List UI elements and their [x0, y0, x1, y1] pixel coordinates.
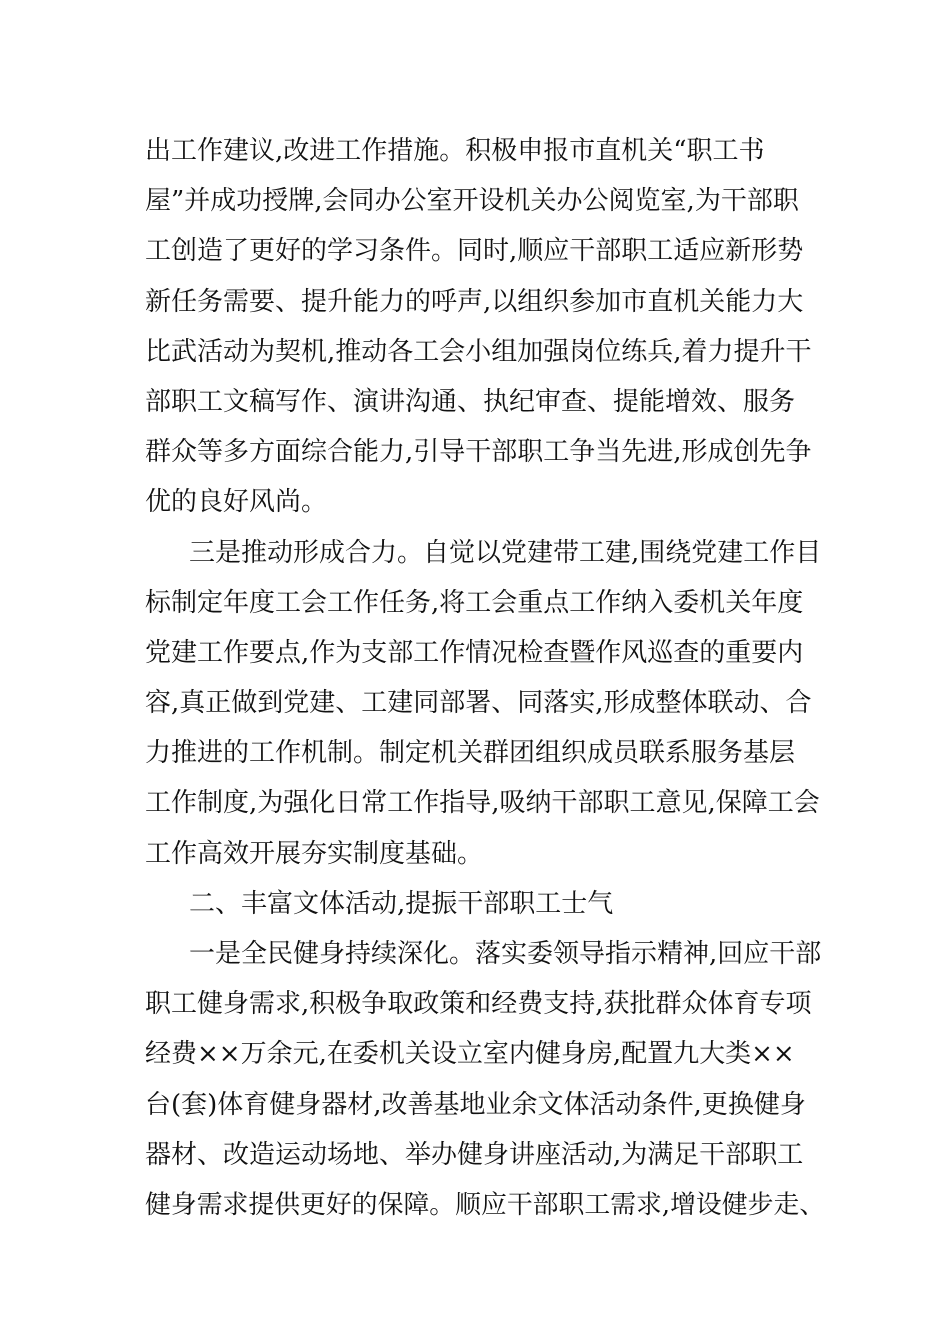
text-line: 器材、改造运动场地、举办健身讲座活动,为满足干部职工	[145, 1139, 804, 1170]
text-line: 优的良好风尚。	[145, 487, 328, 518]
paragraph-first-line: 一是全民健身持续深化。落实委领导指示精神,回应干部	[189, 939, 822, 969]
text-line: 台(套)体育健身器材,改善基地业余文体活动条件,更换健身	[145, 1089, 806, 1120]
text-line: 职工健身需求,积极争取政策和经费支持,获批群众体育专项	[145, 989, 812, 1020]
text-line: 党建工作要点,作为支部工作情况检查暨作风巡查的重要内	[145, 637, 804, 668]
text-line: 标制定年度工会工作任务,将工会重点工作纳入委机关年度	[145, 587, 804, 618]
text-line: 比武活动为契机,推动各工会小组加强岗位练兵,着力提升干	[145, 336, 812, 367]
text-line: 经费××万余元,在委机关设立室内健身房,配置九大类××	[145, 1039, 795, 1070]
document-body	[145, 126, 825, 1230]
text-line: 力推进的工作机制。制定机关群团组织成员联系服务基层	[145, 738, 796, 769]
paragraph-first-line: 三是推动形成合力。自觉以党建带工建,围绕党建工作目	[189, 537, 822, 568]
text-line: 健身需求提供更好的保障。顺应干部职工需求,增设健步走、	[145, 1189, 826, 1220]
text-line: 部职工文稿写作、演讲沟通、执纪审查、提能增效、服务	[145, 386, 796, 417]
text-line: 群众等多方面综合能力,引导干部职工争当先进,形成创先争	[145, 437, 812, 468]
text-line: 出工作建议,改进工作措施。积极申报市直机关“职工书	[145, 136, 765, 166]
section-heading: 二、丰富文体活动,提振干部职工士气	[189, 888, 614, 919]
text-line: 工作高效开展夯实制度基础。	[145, 838, 484, 869]
text-line: 屋”并成功授牌,会同办公室开设机关办公阅览室,为干部职	[145, 186, 799, 217]
text-line: 工作制度,为强化日常工作指导,吸纳干部职工意见,保障工会	[145, 788, 820, 819]
text-line: 工创造了更好的学习条件。同时,顺应干部职工适应新形势	[145, 236, 804, 267]
text-line: 新任务需要、提升能力的呼声,以组织参加市直机关能力大	[145, 286, 804, 317]
text-line: 容,真正做到党建、工建同部署、同落实,形成整体联动、合	[145, 688, 812, 719]
